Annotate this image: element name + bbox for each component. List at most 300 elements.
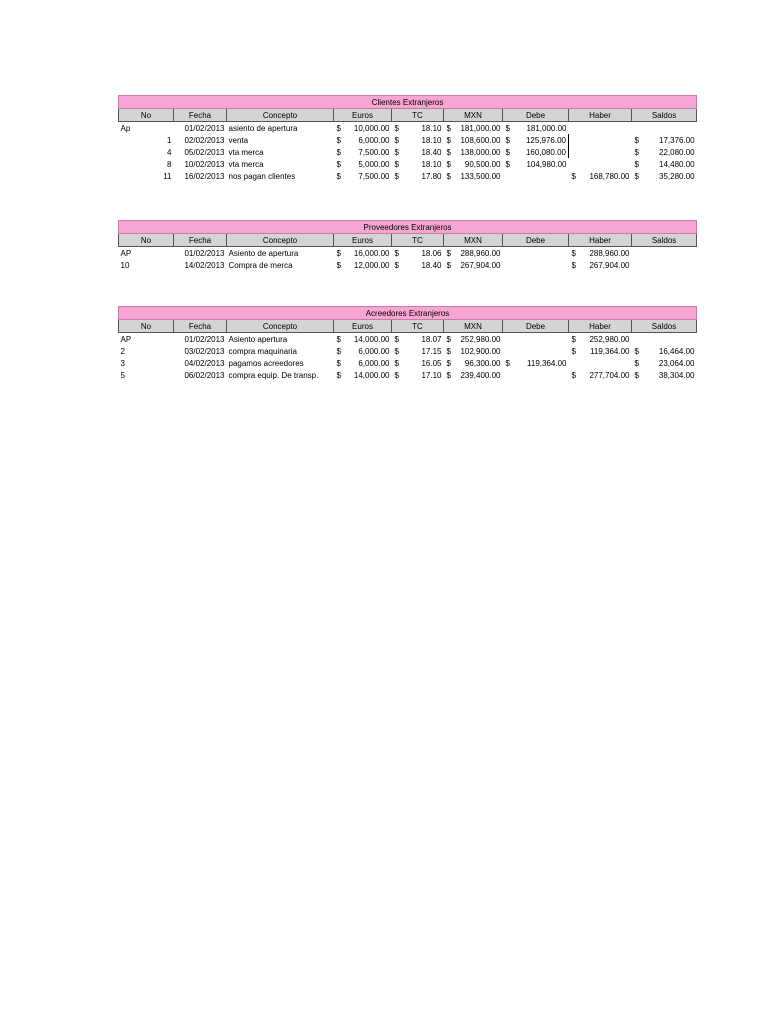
cell-euros: [334, 134, 392, 146]
currency-symbol: $: [446, 135, 451, 145]
currency-symbol: $: [446, 260, 451, 270]
currency-value: [634, 370, 695, 381]
amount: 18.10: [421, 123, 442, 133]
currency-value: [336, 370, 390, 381]
amount: 17.10: [421, 370, 442, 380]
cell-mxn: [444, 369, 503, 381]
currency-symbol: $: [634, 346, 639, 356]
currency-symbol: $: [336, 159, 341, 169]
currency-value: [394, 346, 442, 357]
table-title-row: [119, 221, 697, 234]
cell-debe: [503, 170, 569, 182]
amount: 18.40: [421, 147, 442, 157]
amount: 90,500.00: [464, 159, 501, 169]
currency-value: [446, 135, 501, 146]
currency-value: [571, 334, 630, 345]
cell-haber: [569, 158, 632, 170]
currency-symbol: $: [336, 260, 341, 270]
amount: 16.05: [421, 358, 442, 368]
amount: 288,960.00: [460, 248, 501, 258]
currency-symbol: $: [336, 358, 341, 368]
cell-saldos: [632, 146, 697, 158]
table-row: [119, 333, 697, 346]
cell-haber: [569, 134, 632, 146]
amount: 181,000.00: [460, 123, 501, 133]
cell-haber: [569, 369, 632, 381]
cell-tc: [392, 146, 444, 158]
cell-debe: [503, 357, 569, 369]
amount: 6,000.00: [358, 135, 390, 145]
currency-symbol: $: [394, 147, 399, 157]
currency-symbol: $: [446, 123, 451, 133]
cell-no: 8: [167, 159, 172, 169]
currency-symbol: $: [336, 171, 341, 181]
cell-saldos: [632, 333, 697, 346]
column-header-tc: TC: [392, 109, 444, 122]
cell-no: 11: [163, 171, 172, 181]
amount: 18.06: [421, 248, 442, 258]
cell-tc: [392, 247, 444, 260]
cell-concepto: pagamos acreedores: [228, 358, 304, 368]
cell-haber: [569, 122, 632, 135]
cell-debe: [503, 158, 569, 170]
cell-haber: [569, 333, 632, 346]
proveedores-table-block: [118, 220, 696, 271]
cell-no: 4: [167, 147, 172, 157]
currency-value: [505, 123, 567, 134]
cell-tc: [392, 259, 444, 271]
amount: 18.10: [421, 135, 442, 145]
amount: 119,364.00: [590, 346, 630, 356]
cell-saldos: [632, 345, 697, 357]
cell-mxn: [444, 345, 503, 357]
currency-value: [446, 334, 501, 345]
column-header-no: No: [119, 320, 174, 333]
currency-value: [634, 147, 695, 158]
cell-debe: [503, 259, 569, 271]
amount: 18.07: [421, 334, 442, 344]
currency-symbol: $: [394, 346, 399, 356]
column-header-fecha: Fecha: [174, 234, 227, 247]
currency-symbol: $: [336, 370, 341, 380]
cell-mxn: [444, 122, 503, 135]
cell-concepto: compra maquinaria: [228, 346, 297, 356]
amount: 7,500.00: [358, 147, 390, 157]
cell-no: 10: [120, 260, 130, 270]
table-row: [119, 259, 697, 271]
cell-concepto: nos pagan clientes: [228, 171, 296, 181]
currency-value: [634, 358, 695, 369]
table-title-row: [119, 96, 697, 109]
currency-symbol: $: [571, 346, 576, 356]
table-row: [119, 345, 697, 357]
cell-no: 2: [120, 346, 125, 356]
currency-value: [394, 260, 442, 271]
cell-fecha: 06/02/2013: [184, 370, 225, 380]
column-header-euros: Euros: [334, 109, 392, 122]
currency-value: [336, 248, 390, 259]
column-header-saldos: Saldos: [632, 234, 697, 247]
cell-haber: [569, 146, 632, 158]
cell-no: 3: [120, 358, 125, 368]
cell-euros: [334, 122, 392, 135]
column-header-mxn: MXN: [444, 320, 503, 333]
currency-value: [634, 159, 695, 170]
cell-euros: [334, 247, 392, 260]
cell-tc: [392, 345, 444, 357]
cell-tc: [392, 357, 444, 369]
column-header-concepto: Concepto: [227, 320, 334, 333]
currency-symbol: $: [336, 135, 341, 145]
cell-haber: [569, 247, 632, 260]
currency-value: [394, 171, 442, 182]
cell-concepto: asiento de apertura: [228, 123, 298, 133]
table-row: [119, 170, 697, 182]
currency-symbol: $: [394, 159, 399, 169]
currency-value: [446, 171, 501, 182]
currency-value: [446, 147, 501, 158]
currency-value: [336, 171, 390, 182]
table-row: [119, 122, 697, 135]
currency-value: [394, 358, 442, 369]
currency-value: [446, 370, 501, 381]
column-header-debe: Debe: [503, 234, 569, 247]
column-header-row: [119, 320, 697, 333]
cell-fecha: 01/02/2013: [184, 248, 225, 258]
cell-fecha: 03/02/2013: [184, 346, 225, 356]
cell-fecha: 05/02/2013: [184, 147, 225, 157]
currency-value: [446, 123, 501, 134]
cell-tc: [392, 122, 444, 135]
currency-value: [394, 123, 442, 134]
currency-value: [571, 248, 630, 259]
amount: 138,000.00: [460, 147, 501, 157]
currency-symbol: $: [446, 334, 451, 344]
amount: 38,304.00: [658, 370, 695, 380]
column-header-tc: TC: [392, 234, 444, 247]
cell-mxn: [444, 259, 503, 271]
currency-value: [634, 171, 695, 182]
currency-value: [446, 260, 501, 271]
cell-concepto: Asiento apertura: [228, 334, 288, 344]
amount: 22,080.00: [659, 147, 695, 157]
cell-mxn: [444, 247, 503, 260]
currency-symbol: $: [505, 358, 510, 368]
column-header-saldos: Saldos: [632, 109, 697, 122]
currency-symbol: $: [634, 135, 639, 145]
column-header-euros: Euros: [334, 234, 392, 247]
currency-symbol: $: [634, 358, 639, 368]
currency-value: [634, 135, 695, 146]
amount: 23,064.00: [658, 358, 695, 368]
cell-mxn: [444, 357, 503, 369]
cell-concepto: compra equip. De transp.: [228, 370, 319, 380]
column-header-haber: Haber: [569, 234, 632, 247]
cell-saldos: [632, 357, 697, 369]
currency-symbol: $: [505, 147, 510, 157]
currency-symbol: $: [336, 346, 341, 356]
table-title: Acreedores Extranjeros: [119, 307, 697, 320]
amount: 181,000.00: [526, 123, 567, 133]
table-row: [119, 247, 697, 260]
cell-euros: [334, 357, 392, 369]
currency-value: [505, 358, 567, 369]
currency-value: [571, 171, 630, 182]
cell-debe: [503, 146, 569, 158]
table-title: Proveedores Extranjeros: [119, 221, 697, 234]
currency-value: [446, 248, 501, 259]
column-header-no: No: [119, 234, 174, 247]
cell-fecha: 01/02/2013: [184, 334, 225, 344]
cell-saldos: [632, 122, 697, 135]
table-row: [119, 146, 697, 158]
currency-symbol: $: [446, 171, 451, 181]
amount: 17.80: [421, 171, 442, 181]
cell-fecha: 16/02/2013: [184, 171, 225, 181]
amount: 102,900.00: [460, 346, 501, 356]
currency-value: [394, 147, 442, 158]
amount: 168,780.00: [589, 171, 630, 181]
cell-mxn: [444, 170, 503, 182]
cell-euros: [334, 333, 392, 346]
clientes-extranjeros-table: [118, 95, 697, 182]
cell-mxn: [444, 158, 503, 170]
amount: 133,500.00: [460, 171, 501, 181]
amount: 108,600.00: [460, 135, 501, 145]
amount: 267,904.00: [589, 260, 630, 270]
currency-value: [394, 248, 442, 259]
amount: 16,000.00: [353, 248, 390, 258]
currency-value: [446, 159, 501, 170]
currency-value: [505, 159, 567, 170]
currency-symbol: $: [505, 135, 510, 145]
column-header-fecha: Fecha: [174, 320, 227, 333]
currency-symbol: $: [505, 159, 510, 169]
proveedores-extranjeros-table: [118, 220, 697, 271]
column-header-concepto: Concepto: [227, 234, 334, 247]
amount: 125,976.00: [525, 135, 566, 145]
currency-symbol: $: [634, 370, 639, 380]
amount: 267,904.00: [460, 260, 501, 270]
cell-debe: [503, 369, 569, 381]
cell-debe: [503, 333, 569, 346]
currency-value: [571, 346, 630, 357]
currency-symbol: $: [394, 358, 399, 368]
cell-saldos: [632, 170, 697, 182]
cell-euros: [334, 259, 392, 271]
cell-tc: [392, 158, 444, 170]
currency-value: [394, 135, 442, 146]
cell-haber: [569, 170, 632, 182]
currency-symbol: $: [394, 248, 399, 258]
currency-symbol: $: [446, 370, 451, 380]
cell-debe: [503, 345, 569, 357]
table-title: Clientes Extranjeros: [119, 96, 697, 109]
currency-symbol: $: [336, 248, 341, 258]
cell-no: 1: [167, 135, 172, 145]
amount: 17,376.00: [659, 135, 695, 145]
currency-symbol: $: [446, 159, 451, 169]
currency-value: [394, 334, 442, 345]
amount: 104,980.00: [526, 159, 567, 169]
cell-tc: [392, 333, 444, 346]
column-header-row: [119, 234, 697, 247]
column-header-mxn: MXN: [444, 234, 503, 247]
currency-symbol: $: [336, 334, 341, 344]
cell-concepto: Compra de merca: [228, 260, 293, 270]
column-header-tc: TC: [392, 320, 444, 333]
amount: 160,080.00: [525, 147, 566, 157]
currency-symbol: $: [571, 171, 576, 181]
cell-saldos: [632, 134, 697, 146]
amount: 17.15: [421, 346, 442, 356]
currency-value: [336, 135, 390, 146]
cell-euros: [334, 158, 392, 170]
amount: 7,500.00: [358, 171, 390, 181]
amount: 35,280.00: [659, 171, 695, 181]
cell-saldos: [632, 369, 697, 381]
cell-no: AP: [120, 334, 132, 344]
amount: 18.10: [421, 159, 442, 169]
amount: 5,000.00: [358, 159, 390, 169]
cell-mxn: [444, 146, 503, 158]
column-header-euros: Euros: [334, 320, 392, 333]
cell-concepto: vta merca: [228, 159, 264, 169]
currency-value: [505, 135, 567, 146]
currency-symbol: $: [394, 123, 399, 133]
cell-debe: [503, 122, 569, 135]
cell-mxn: [444, 333, 503, 346]
currency-value: [336, 260, 390, 271]
cell-debe: [503, 247, 569, 260]
cell-concepto: vta merca: [228, 147, 264, 157]
column-header-concepto: Concepto: [227, 109, 334, 122]
column-header-row: [119, 109, 697, 122]
currency-value: [394, 370, 442, 381]
clientes-table-block: [118, 95, 696, 182]
amount: 14,000.00: [353, 370, 390, 380]
currency-value: [336, 346, 390, 357]
table-row: [119, 158, 697, 170]
currency-symbol: $: [394, 334, 399, 344]
amount: 96,300.00: [464, 358, 501, 368]
column-header-debe: Debe: [503, 109, 569, 122]
currency-symbol: $: [571, 334, 576, 344]
amount: 16,464.00: [658, 346, 695, 356]
column-header-haber: Haber: [569, 109, 632, 122]
currency-value: [446, 346, 501, 357]
amount: 6,000.00: [358, 358, 390, 368]
column-header-mxn: MXN: [444, 109, 503, 122]
currency-value: [336, 358, 390, 369]
currency-value: [505, 147, 567, 158]
column-header-haber: Haber: [569, 320, 632, 333]
currency-value: [336, 334, 390, 345]
currency-symbol: $: [394, 135, 399, 145]
amount: 277,704.00: [589, 370, 630, 380]
table-row: [119, 357, 697, 369]
cell-euros: [334, 170, 392, 182]
cell-haber: [569, 259, 632, 271]
cell-fecha: 04/02/2013: [184, 358, 225, 368]
amount: 252,980.00: [589, 334, 630, 344]
acreedores-table-block: [118, 306, 696, 381]
currency-value: [336, 147, 390, 158]
cell-no: Ap: [120, 123, 131, 133]
cell-haber: [569, 357, 632, 369]
cell-mxn: [444, 134, 503, 146]
table-row: [119, 134, 697, 146]
cell-euros: [334, 146, 392, 158]
column-header-no: No: [119, 109, 174, 122]
cell-fecha: 02/02/2013: [184, 135, 225, 145]
column-header-debe: Debe: [503, 320, 569, 333]
cell-fecha: 14/02/2013: [184, 260, 225, 270]
cell-no: 5: [120, 370, 125, 380]
amount: 119,364.00: [527, 358, 567, 368]
currency-symbol: $: [634, 171, 639, 181]
currency-value: [336, 159, 390, 170]
currency-symbol: $: [571, 248, 576, 258]
currency-value: [571, 260, 630, 271]
amount: 14,480.00: [659, 159, 695, 169]
cell-concepto: Asiento de apertura: [228, 248, 299, 258]
currency-symbol: $: [634, 147, 639, 157]
currency-symbol: $: [571, 370, 576, 380]
currency-value: [446, 358, 501, 369]
amount: 252,980.00: [460, 334, 501, 344]
currency-symbol: $: [394, 171, 399, 181]
acreedores-extranjeros-table: [118, 306, 697, 381]
cell-saldos: [632, 247, 697, 260]
currency-symbol: $: [446, 346, 451, 356]
cell-concepto: venta: [228, 135, 249, 145]
amount: 239,400.00: [460, 370, 501, 380]
column-header-fecha: Fecha: [174, 109, 227, 122]
cell-no: AP: [120, 248, 132, 258]
currency-symbol: $: [336, 147, 341, 157]
currency-symbol: $: [571, 260, 576, 270]
cell-fecha: 10/02/2013: [184, 159, 225, 169]
amount: 12,000.00: [353, 260, 390, 270]
cell-saldos: [632, 259, 697, 271]
cell-saldos: [632, 158, 697, 170]
currency-symbol: $: [446, 248, 451, 258]
currency-symbol: $: [446, 358, 451, 368]
currency-symbol: $: [336, 123, 341, 133]
amount: 288,960.00: [589, 248, 630, 258]
table-title-row: [119, 307, 697, 320]
currency-value: [394, 159, 442, 170]
cell-euros: [334, 369, 392, 381]
currency-value: [634, 346, 695, 357]
currency-value: [336, 123, 390, 134]
amount: 6,000.00: [358, 346, 390, 356]
currency-symbol: $: [446, 147, 451, 157]
currency-symbol: $: [394, 370, 399, 380]
currency-symbol: $: [394, 260, 399, 270]
cell-haber: [569, 345, 632, 357]
currency-value: [571, 370, 630, 381]
cell-fecha: 01/02/2013: [184, 123, 225, 133]
currency-symbol: $: [634, 159, 639, 169]
amount: 10,000.00: [353, 123, 390, 133]
cell-tc: [392, 134, 444, 146]
amount: 14,000.00: [353, 334, 390, 344]
cell-tc: [392, 369, 444, 381]
cell-debe: [503, 134, 569, 146]
cell-tc: [392, 170, 444, 182]
